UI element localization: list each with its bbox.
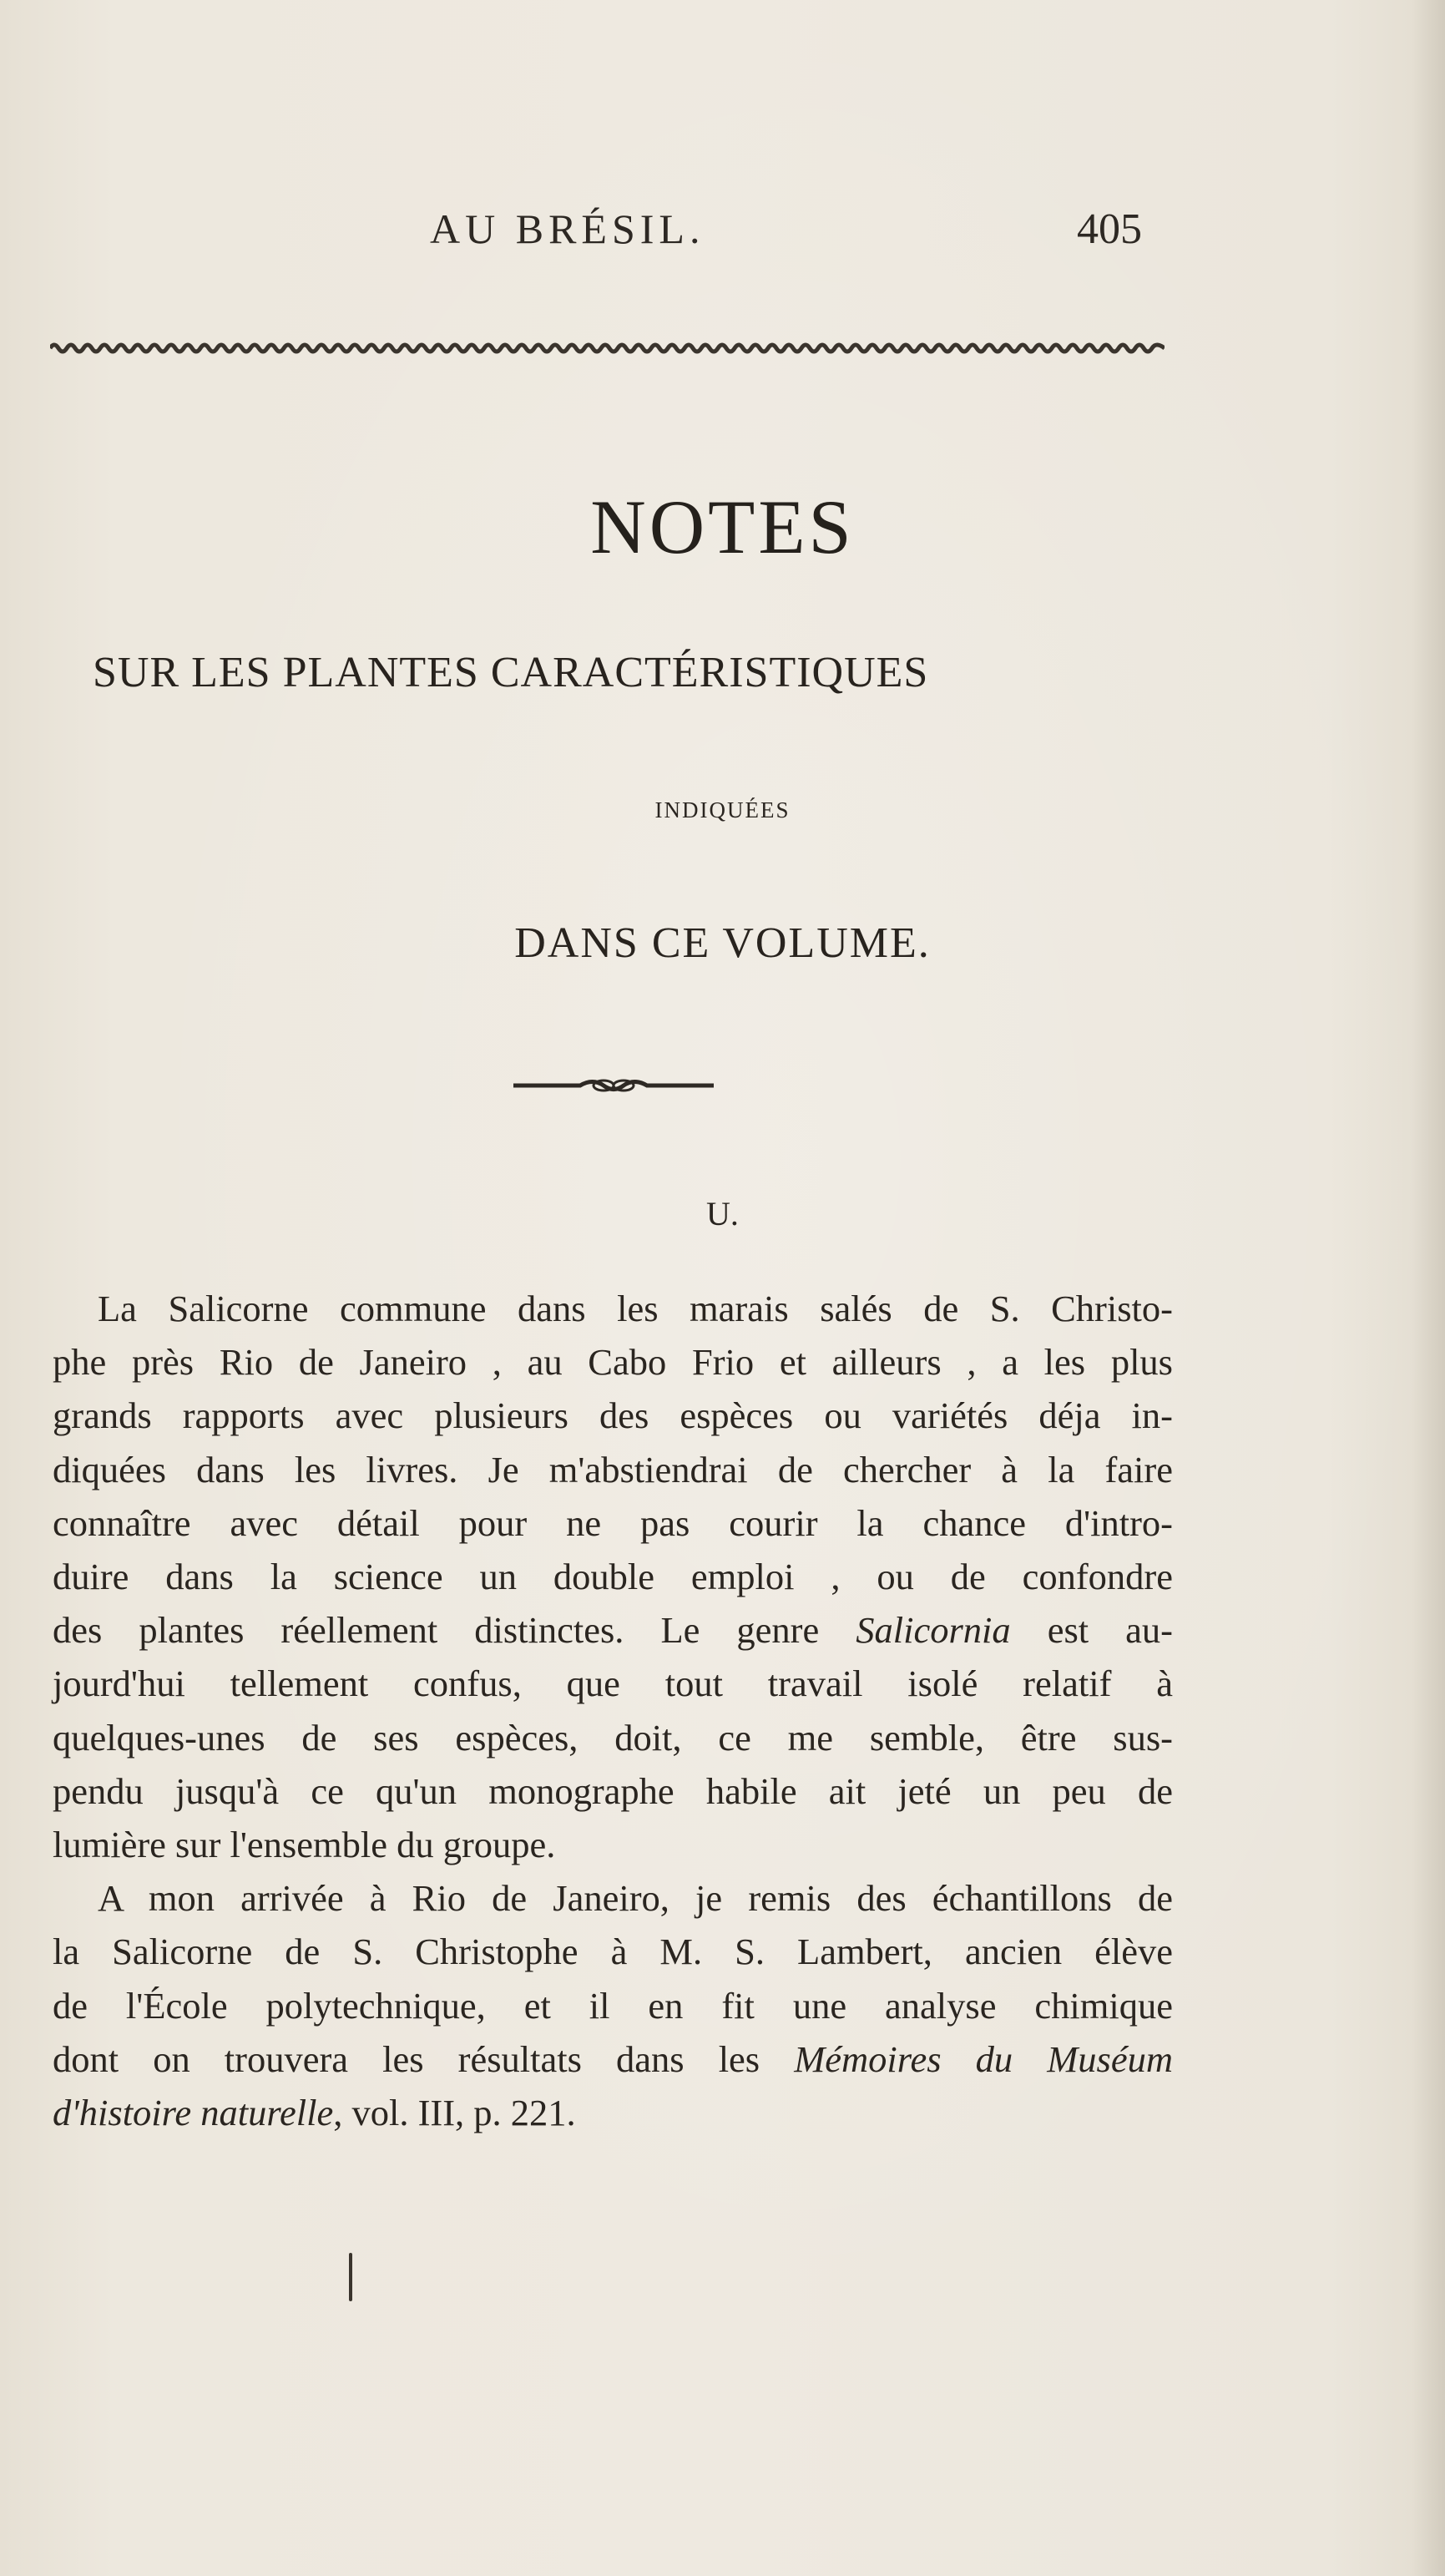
running-title: AU BRÉSIL. [430, 205, 705, 252]
text-line: pendu jusqu'à ce qu'un monographe habile ait jeté un peu de [53, 1769, 1173, 1812]
text-line: la Salicorne de S. Christophe à M. S. Lambert, ancien élève [53, 1931, 1173, 1973]
subtitle-small-line: INDIQUÉES [654, 797, 791, 822]
text-line: A mon arrivée à Rio de Janeiro, je remis des échantillons de [98, 1877, 1173, 1920]
page-edge-shadow [1412, 0, 1445, 2576]
volume-line: DANS CE VOLUME. [514, 919, 931, 967]
page-number: 405 [1077, 205, 1142, 253]
paragraph-1 [53, 1282, 1173, 1871]
text-line: phe près Rio de Janeiro , au Cabo Frio et ailleurs , a les plus [53, 1341, 1173, 1384]
text-fragment: des plantes réellement distinctes. Le genre [53, 1609, 856, 1652]
text-line-with-genus [53, 1603, 1173, 1657]
subtitle: SUR LES PLANTES CARACTÉRISTIQUES [93, 649, 929, 696]
paragraph-2 [53, 1871, 1173, 2139]
text-line: La Salicorne commune dans les marais salés de S. Christo- [98, 1288, 1173, 1329]
text-fragment: est au- [1010, 1609, 1173, 1652]
stray-ink-mark [349, 2253, 352, 2301]
text-line: quelques-unes de ses espèces, doit, ce me semble, être sus- [53, 1716, 1173, 1759]
text-line: duire dans la science un double emploi , ou de confondre [53, 1556, 1173, 1598]
citation-title-continued: d'histoire naturelle [53, 2092, 334, 2134]
section-letter: U. [706, 1195, 739, 1232]
decorative-divider [513, 1073, 714, 1098]
text-line-with-citation [53, 2032, 1173, 2086]
page-header [0, 205, 1445, 263]
text-fragment: dont on trouvera les résultats dans les [53, 2037, 795, 2080]
text-line: lumière sur l'ensemble du groupe. [53, 1824, 556, 1866]
text-line-with-citation [53, 2086, 1173, 2139]
ornamental-rule [50, 338, 1165, 358]
text-line: grands rapports avec plusieurs des espèces ou variétés déja in- [53, 1394, 1173, 1437]
text-line: jourd'hui tellement confus, que tout travail isolé relatif à [53, 1663, 1173, 1705]
body-text [53, 1282, 1173, 2139]
text-line: connaître avec détail pour ne pas courir la chance d'intro- [53, 1501, 1173, 1544]
main-title: NOTES [590, 484, 855, 569]
text-fragment: , vol. III, p. 221. [333, 2092, 576, 2134]
text-line: de l'École polytechnique, et il en fit une analyse chimique [53, 1984, 1173, 2027]
citation-title: Mémoires du Muséum [794, 2037, 1173, 2080]
text-line: diquées dans les livres. Je m'abstiendrai de chercher à la faire [53, 1448, 1173, 1490]
genus-name: Salicornia [856, 1609, 1011, 1652]
